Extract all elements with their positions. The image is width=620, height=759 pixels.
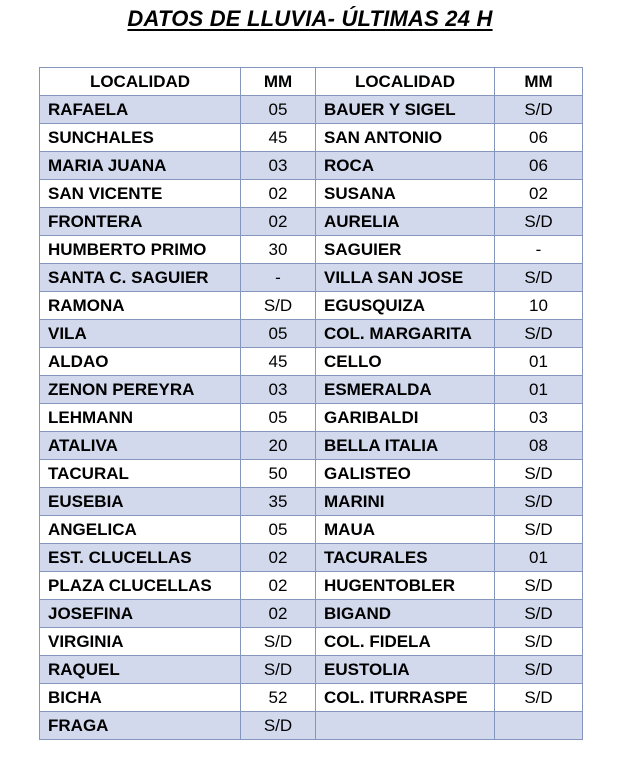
mm-cell: - <box>241 264 316 292</box>
mm-cell: 05 <box>241 404 316 432</box>
table-row <box>40 516 583 544</box>
mm-cell: 10 <box>495 292 583 320</box>
table-row <box>40 544 583 572</box>
table-row <box>40 656 583 684</box>
locality-cell <box>316 712 495 740</box>
mm-cell: 02 <box>241 600 316 628</box>
locality-cell: FRAGA <box>40 712 241 740</box>
mm-cell: 01 <box>495 544 583 572</box>
locality-cell: COL. FIDELA <box>316 628 495 656</box>
locality-cell: ATALIVA <box>40 432 241 460</box>
mm-cell: 03 <box>241 376 316 404</box>
mm-cell: 05 <box>241 96 316 124</box>
table-row <box>40 124 583 152</box>
mm-cell: S/D <box>241 292 316 320</box>
locality-cell: SAN ANTONIO <box>316 124 495 152</box>
mm-cell: 08 <box>495 432 583 460</box>
mm-cell: S/D <box>495 460 583 488</box>
locality-cell: MARINI <box>316 488 495 516</box>
mm-cell: 02 <box>241 180 316 208</box>
locality-cell: SUNCHALES <box>40 124 241 152</box>
table-row <box>40 180 583 208</box>
mm-cell: 03 <box>241 152 316 180</box>
mm-cell: S/D <box>495 208 583 236</box>
table-row <box>40 460 583 488</box>
locality-cell: VILLA SAN JOSE <box>316 264 495 292</box>
locality-cell: EST. CLUCELLAS <box>40 544 241 572</box>
header-mm-right: MM <box>495 68 583 96</box>
rainfall-table <box>39 67 583 740</box>
mm-cell: S/D <box>495 516 583 544</box>
mm-cell: S/D <box>241 656 316 684</box>
locality-cell: COL. MARGARITA <box>316 320 495 348</box>
locality-cell: BICHA <box>40 684 241 712</box>
locality-cell: JOSEFINA <box>40 600 241 628</box>
locality-cell: SAN VICENTE <box>40 180 241 208</box>
mm-cell: 02 <box>495 180 583 208</box>
locality-cell: GARIBALDI <box>316 404 495 432</box>
mm-cell: S/D <box>495 320 583 348</box>
mm-cell: 45 <box>241 348 316 376</box>
mm-cell: 02 <box>241 572 316 600</box>
table-row <box>40 96 583 124</box>
mm-cell: 05 <box>241 516 316 544</box>
locality-cell: LEHMANN <box>40 404 241 432</box>
table-row <box>40 292 583 320</box>
locality-cell: PLAZA CLUCELLAS <box>40 572 241 600</box>
locality-cell: TACURAL <box>40 460 241 488</box>
locality-cell: EUSEBIA <box>40 488 241 516</box>
locality-cell: FRONTERA <box>40 208 241 236</box>
locality-cell: COL. ITURRASPE <box>316 684 495 712</box>
header-localidad-left: LOCALIDAD <box>40 68 241 96</box>
locality-cell: SUSANA <box>316 180 495 208</box>
header-localidad-right: LOCALIDAD <box>316 68 495 96</box>
locality-cell: AURELIA <box>316 208 495 236</box>
table-row <box>40 628 583 656</box>
mm-cell: S/D <box>495 600 583 628</box>
table-row <box>40 600 583 628</box>
mm-cell: S/D <box>495 96 583 124</box>
locality-cell: SANTA C. SAGUIER <box>40 264 241 292</box>
locality-cell: HUGENTOBLER <box>316 572 495 600</box>
table-row <box>40 712 583 740</box>
locality-cell: BAUER Y SIGEL <box>316 96 495 124</box>
table-row <box>40 572 583 600</box>
mm-cell: 30 <box>241 236 316 264</box>
page-title: DATOS DE LLUVIA- ÚLTIMAS 24 H <box>127 6 493 31</box>
mm-cell: 06 <box>495 152 583 180</box>
locality-cell: ZENON PEREYRA <box>40 376 241 404</box>
locality-cell: VILA <box>40 320 241 348</box>
mm-cell: S/D <box>495 488 583 516</box>
mm-cell: S/D <box>495 628 583 656</box>
mm-cell: S/D <box>241 628 316 656</box>
mm-cell: 06 <box>495 124 583 152</box>
table-row <box>40 348 583 376</box>
mm-cell: S/D <box>495 264 583 292</box>
mm-cell: S/D <box>495 684 583 712</box>
mm-cell: S/D <box>241 712 316 740</box>
mm-cell: 01 <box>495 376 583 404</box>
locality-cell: MAUA <box>316 516 495 544</box>
mm-cell: S/D <box>495 656 583 684</box>
table-row <box>40 208 583 236</box>
table-header-row <box>40 68 583 96</box>
locality-cell: GALISTEO <box>316 460 495 488</box>
locality-cell: SAGUIER <box>316 236 495 264</box>
header-mm-left: MM <box>241 68 316 96</box>
table-row <box>40 488 583 516</box>
table-row <box>40 264 583 292</box>
locality-cell: RAFAELA <box>40 96 241 124</box>
locality-cell: RAMONA <box>40 292 241 320</box>
mm-cell: 20 <box>241 432 316 460</box>
locality-cell: BIGAND <box>316 600 495 628</box>
table-row <box>40 152 583 180</box>
mm-cell: 35 <box>241 488 316 516</box>
table-row <box>40 684 583 712</box>
mm-cell: 02 <box>241 544 316 572</box>
mm-cell: 52 <box>241 684 316 712</box>
mm-cell: 03 <box>495 404 583 432</box>
locality-cell: MARIA JUANA <box>40 152 241 180</box>
locality-cell: ANGELICA <box>40 516 241 544</box>
mm-cell: S/D <box>495 572 583 600</box>
mm-cell <box>495 712 583 740</box>
mm-cell: - <box>495 236 583 264</box>
locality-cell: TACURALES <box>316 544 495 572</box>
mm-cell: 05 <box>241 320 316 348</box>
table-row <box>40 376 583 404</box>
locality-cell: EGUSQUIZA <box>316 292 495 320</box>
table-row <box>40 320 583 348</box>
locality-cell: CELLO <box>316 348 495 376</box>
locality-cell: HUMBERTO PRIMO <box>40 236 241 264</box>
table-row <box>40 236 583 264</box>
locality-cell: EUSTOLIA <box>316 656 495 684</box>
locality-cell: BELLA ITALIA <box>316 432 495 460</box>
mm-cell: 50 <box>241 460 316 488</box>
locality-cell: ESMERALDA <box>316 376 495 404</box>
mm-cell: 01 <box>495 348 583 376</box>
locality-cell: VIRGINIA <box>40 628 241 656</box>
mm-cell: 02 <box>241 208 316 236</box>
table-row <box>40 432 583 460</box>
locality-cell: RAQUEL <box>40 656 241 684</box>
locality-cell: ROCA <box>316 152 495 180</box>
table-row <box>40 404 583 432</box>
mm-cell: 45 <box>241 124 316 152</box>
locality-cell: ALDAO <box>40 348 241 376</box>
